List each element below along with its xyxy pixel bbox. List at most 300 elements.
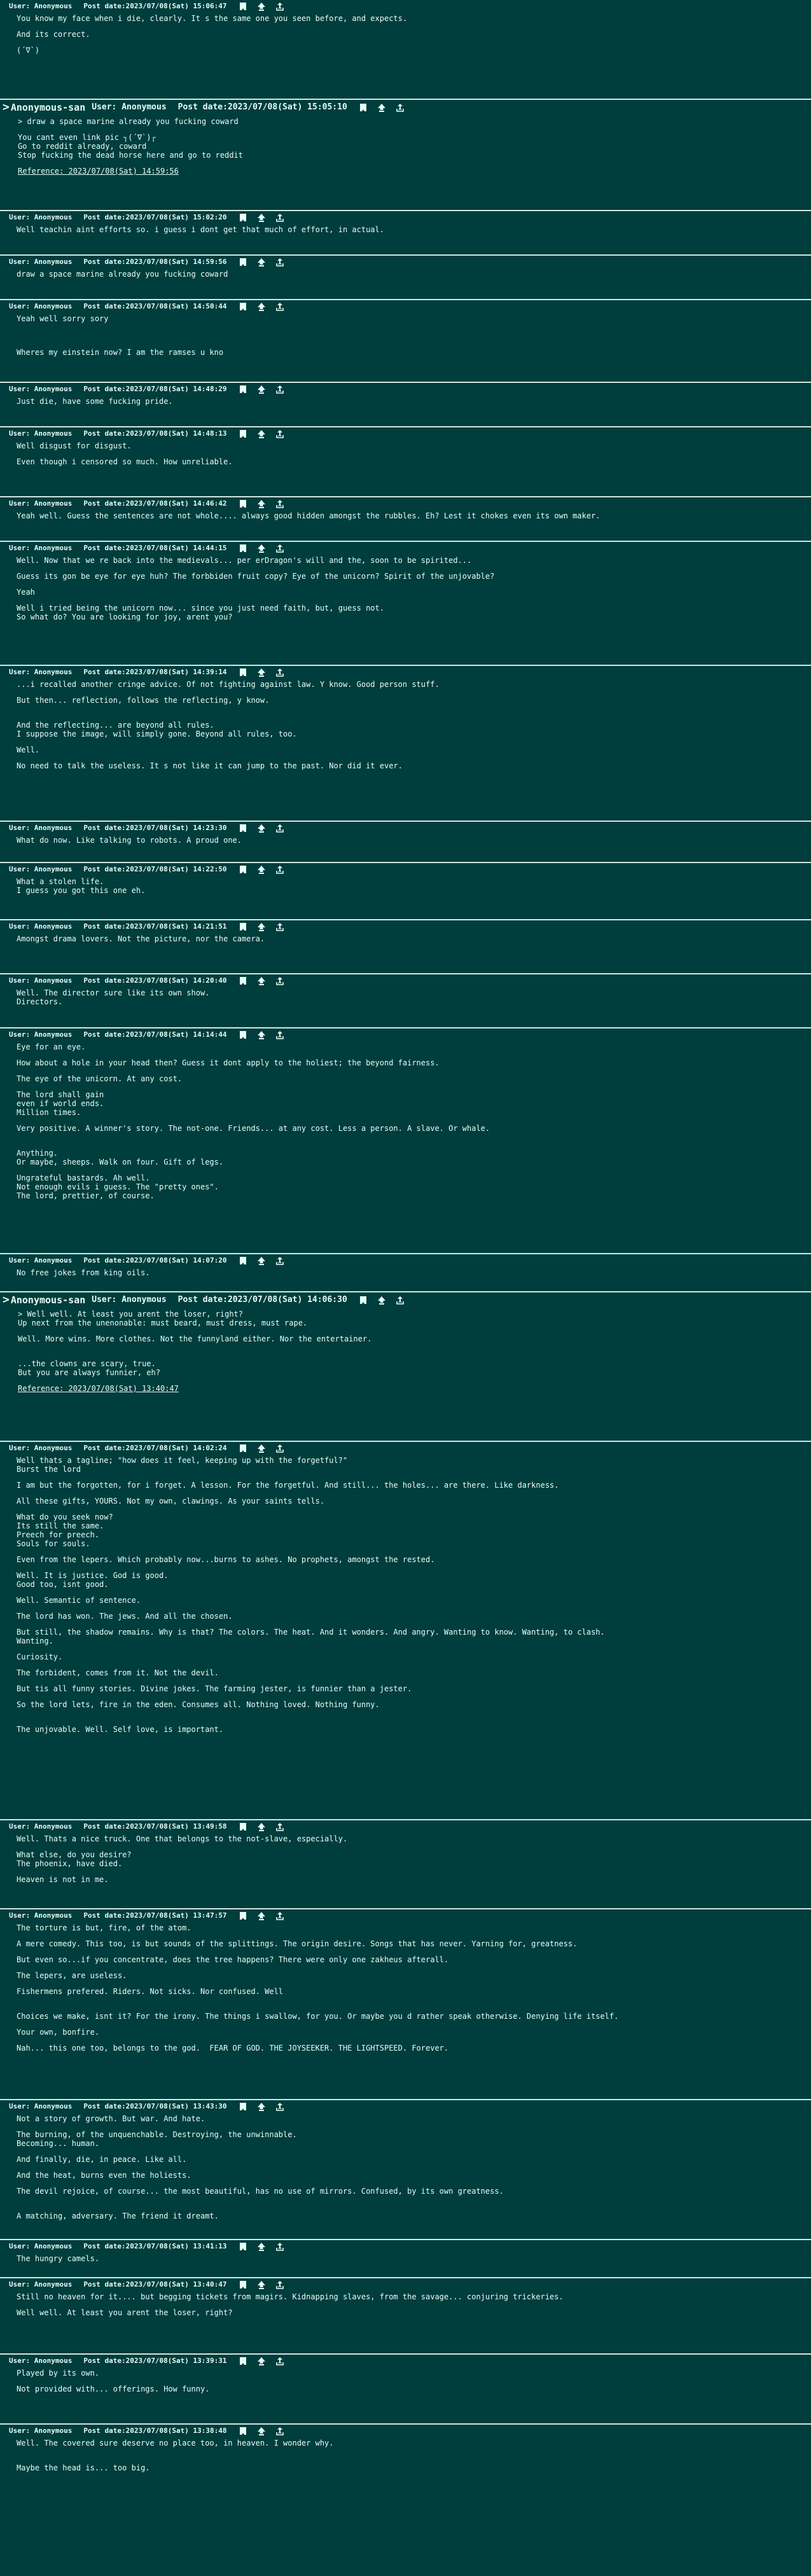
post-body bbox=[9, 311, 807, 357]
post-text: The lepers, are useless. bbox=[17, 1971, 127, 1980]
bookmark-icon[interactable] bbox=[239, 499, 247, 508]
post-body bbox=[9, 438, 807, 466]
post-date: 2023/07/08(Sat) 13:39:31 bbox=[125, 2357, 227, 2365]
post-header bbox=[9, 922, 807, 931]
post-actions bbox=[359, 103, 405, 112]
post-date: 2023/07/08(Sat) 14:48:13 bbox=[125, 429, 227, 438]
reply-post bbox=[0, 2423, 811, 2576]
reply-post bbox=[0, 1819, 811, 1908]
post-body bbox=[9, 2435, 807, 2472]
reply-post bbox=[0, 665, 811, 821]
post-actions bbox=[239, 976, 284, 985]
post-header bbox=[3, 101, 807, 114]
post-text: No need to talk the useless. It s not like it can jump to the past. Nor did it ever. bbox=[17, 761, 403, 770]
share-icon[interactable] bbox=[275, 258, 284, 267]
post-text: Well thats a tagline; "how does it feel, keeping up with the forgetful?" Burst the lord bbox=[17, 1456, 348, 1474]
post-text: Yeah bbox=[17, 588, 35, 597]
post-header bbox=[9, 864, 807, 874]
bookmark-icon[interactable] bbox=[239, 1911, 247, 1920]
post-text: Not provided with... offerings. How funny. bbox=[17, 2385, 210, 2393]
post-body bbox=[9, 931, 807, 943]
reply-post bbox=[0, 2239, 811, 2277]
bookmark-icon[interactable] bbox=[239, 1030, 247, 1039]
user-label: User: Anonymous bbox=[9, 2, 73, 10]
user-label: User: Anonymous bbox=[9, 668, 73, 676]
upload-icon[interactable] bbox=[257, 824, 266, 833]
share-icon[interactable] bbox=[275, 1444, 284, 1453]
user-label: User: Anonymous bbox=[9, 544, 73, 552]
post-date: 2023/07/08(Sat) 13:43:30 bbox=[125, 2102, 227, 2110]
post-header bbox=[9, 1, 807, 11]
post-text: The burning, of the unquenchable. Destroying, the unwinnable. Becoming... human. bbox=[17, 2130, 297, 2148]
share-icon[interactable] bbox=[275, 2357, 284, 2365]
upload-icon[interactable] bbox=[257, 865, 266, 874]
user-label: User: Anonymous bbox=[9, 1911, 73, 1920]
op-post bbox=[0, 1291, 811, 1441]
post-text: You know my face when i die, clearly. It s the same one you seen before, and expects. bbox=[17, 14, 408, 23]
user-label: User: Anonymous bbox=[9, 1256, 73, 1264]
share-icon[interactable] bbox=[275, 922, 284, 931]
share-icon[interactable] bbox=[275, 385, 284, 394]
share-icon[interactable] bbox=[275, 865, 284, 874]
post-body bbox=[9, 677, 807, 770]
share-icon[interactable] bbox=[275, 1822, 284, 1831]
post-text: Well. Now that we re back into the medievals... per erDragon's will and the, soon to be spirited... bbox=[17, 556, 472, 565]
post-date-label: Post date: bbox=[83, 2357, 126, 2365]
reply-post bbox=[0, 2277, 811, 2353]
post-actions bbox=[239, 865, 284, 874]
user-label: User: Anonymous bbox=[9, 213, 73, 221]
post-text: And the reflecting... are beyond all rules. I suppose the image, will simply gone. Beyond all rules, too. bbox=[17, 721, 297, 738]
post-text: Amongst drama lovers. Not the picture, nor the camera. bbox=[17, 934, 265, 943]
share-icon[interactable] bbox=[275, 1256, 284, 1265]
post-text: Nah... this one too, belongs to the god. FEAR OF GOD. THE JOYSEEKER. THE LIGHTSPEED. Forever. bbox=[17, 2044, 449, 2053]
post-text: What a stolen life. I guess you got this one eh. bbox=[17, 877, 146, 895]
post-header bbox=[9, 384, 807, 394]
upload-icon[interactable] bbox=[257, 1911, 266, 1920]
post-date: 2023/07/08(Sat) 14:23:30 bbox=[125, 824, 227, 832]
post-header bbox=[9, 301, 807, 311]
share-icon[interactable] bbox=[275, 1911, 284, 1920]
share-icon[interactable] bbox=[275, 824, 284, 833]
post-body bbox=[9, 2289, 807, 2317]
post-date-label: Post date: bbox=[83, 1256, 126, 1264]
post-text: Guess its gon be eye for eye huh? The forbbiden fruit copy? Eye of the unicorn? Spirit of the unjovable? bbox=[17, 572, 495, 581]
post-date-label: Post date: bbox=[83, 2242, 126, 2250]
post-date-label: Post date: bbox=[83, 824, 126, 832]
post-text: A matching, adversary. The friend it dreamt. bbox=[17, 2212, 219, 2220]
upload-icon[interactable] bbox=[257, 922, 266, 931]
bookmark-icon[interactable] bbox=[239, 976, 247, 985]
post-actions bbox=[239, 922, 284, 931]
user-label: User: Anonymous bbox=[9, 922, 73, 931]
post-date: 2023/07/08(Sat) 13:47:57 bbox=[125, 1911, 227, 1920]
post-text: Well. More wins. More clothes. Not the funnyland either. Nor the entertainer. bbox=[18, 1334, 372, 1343]
upload-icon[interactable] bbox=[257, 302, 266, 311]
post-header bbox=[3, 1294, 807, 1306]
upload-icon[interactable] bbox=[377, 1296, 386, 1305]
reply-post bbox=[0, 496, 811, 541]
post-text: Well. Thats a nice truck. One that belongs to the not-slave, especially. bbox=[17, 1834, 348, 1843]
bookmark-icon[interactable] bbox=[359, 103, 368, 112]
post-actions bbox=[239, 2357, 284, 2365]
post-text: Well. It is justice. God is good. Good too, isnt good. bbox=[17, 1571, 169, 1589]
bookmark-icon[interactable] bbox=[239, 668, 247, 677]
post-date-label: Post date: bbox=[83, 302, 126, 310]
post-text: Very positive. A winner's story. The not-one. Friends... at any cost. Less a person. A slave. Or whale. bbox=[17, 1124, 490, 1133]
user-label: User: Anonymous bbox=[9, 385, 73, 393]
user-label: User: Anonymous bbox=[9, 258, 73, 266]
user-label: User: Anonymous bbox=[9, 2357, 73, 2365]
post-body bbox=[9, 1453, 807, 1734]
share-icon[interactable] bbox=[275, 2427, 284, 2435]
upload-icon[interactable] bbox=[257, 976, 266, 985]
post-date: 2023/07/08(Sat) 13:41:13 bbox=[125, 2242, 227, 2250]
bookmark-icon[interactable] bbox=[239, 1822, 247, 1831]
post-text: Heaven is not in me. bbox=[17, 1875, 109, 1884]
post-text: Ungrateful bastards. Ah well. Not enough evils i guess. The "pretty ones". The lord, prettier, of course. bbox=[17, 1174, 219, 1200]
share-icon[interactable] bbox=[275, 544, 284, 553]
post-date: 2023/07/08(Sat) 13:49:58 bbox=[125, 1822, 227, 1831]
upload-icon[interactable] bbox=[257, 2102, 266, 2111]
post-actions bbox=[239, 824, 284, 833]
bookmark-icon[interactable] bbox=[239, 213, 247, 222]
post-date-label: Post date: bbox=[83, 2427, 126, 2435]
reply-post bbox=[0, 382, 811, 426]
post-body bbox=[3, 114, 807, 176]
reply-post bbox=[0, 1441, 811, 1819]
post-actions bbox=[239, 499, 284, 508]
post-body bbox=[9, 267, 807, 279]
post-text: The devil rejoice, of course... the most beautiful, has no use of mirrors. Confused, by its own greatness. bbox=[17, 2187, 504, 2196]
upload-icon[interactable] bbox=[257, 258, 266, 267]
upload-icon[interactable] bbox=[257, 499, 266, 508]
share-icon[interactable] bbox=[275, 2, 284, 11]
bookmark-icon[interactable] bbox=[239, 2357, 247, 2365]
post-header bbox=[9, 212, 807, 222]
post-text: The forbident, comes from it. Not the devil. bbox=[17, 1668, 219, 1677]
upload-icon[interactable] bbox=[257, 1030, 266, 1039]
bookmark-icon[interactable] bbox=[239, 258, 247, 267]
post-text: I am but the forgotten, for i forget. A lesson. For the forgetful. And still... the holes... are there. Like darkness. bbox=[17, 1481, 559, 1490]
post-actions bbox=[239, 429, 284, 438]
post-date-label: Post date: bbox=[83, 1911, 126, 1920]
post-text: Well. The covered sure deserve no place too, in heaven. I wonder why. bbox=[17, 2439, 334, 2448]
user-label: User: Anonymous bbox=[9, 1444, 73, 1452]
post-text: And finally, die, in peace. Like all. bbox=[17, 2155, 187, 2164]
post-actions bbox=[239, 2102, 284, 2111]
post-text: Curiosity. bbox=[17, 1652, 63, 1661]
reply-post bbox=[0, 973, 811, 1027]
bookmark-icon[interactable] bbox=[239, 2280, 247, 2289]
reference-link[interactable]: Reference: 2023/07/08(Sat) 14:59:56 bbox=[18, 167, 179, 176]
post-date: 2023/07/08(Sat) 14:44:15 bbox=[125, 544, 227, 552]
bookmark-icon[interactable] bbox=[239, 2102, 247, 2111]
post-body bbox=[9, 2251, 807, 2263]
post-date-label: Post date: bbox=[83, 2, 126, 10]
post-date-label: Post date: bbox=[177, 1295, 228, 1305]
post-actions bbox=[239, 213, 284, 222]
user-label: User: Anonymous bbox=[9, 1030, 73, 1039]
post-date: 2023/07/08(Sat) 14:14:44 bbox=[125, 1030, 227, 1039]
bookmark-icon[interactable] bbox=[239, 1256, 247, 1265]
post-date-label: Post date: bbox=[83, 1822, 126, 1831]
post-text: What else, do you desire? The phoenix, have died. bbox=[17, 1850, 132, 1868]
post-text: The unjovable. Well. Self love, is important. bbox=[17, 1725, 224, 1734]
post-text: The lord shall gain even if world ends. Million times. bbox=[17, 1090, 104, 1117]
bookmark-icon[interactable] bbox=[239, 429, 247, 438]
bookmark-icon[interactable] bbox=[239, 544, 247, 553]
post-date: 2023/07/08(Sat) 15:05:10 bbox=[227, 102, 347, 112]
share-icon[interactable] bbox=[396, 1296, 405, 1305]
bookmark-icon[interactable] bbox=[359, 1296, 368, 1305]
post-date: 2023/07/08(Sat) 14:21:51 bbox=[125, 922, 227, 931]
post-body bbox=[9, 2365, 807, 2393]
post-header bbox=[9, 429, 807, 438]
post-date-label: Post date: bbox=[83, 922, 126, 931]
user-label: User: Anonymous bbox=[9, 2102, 73, 2110]
post-date-label: Post date: bbox=[83, 1444, 126, 1452]
post-text: But tis all funny stories. Divine jokes. The farming jester, is funnier than a jester. bbox=[17, 1684, 412, 1693]
reply-post bbox=[0, 1253, 811, 1291]
post-header bbox=[9, 2102, 807, 2111]
post-body bbox=[9, 985, 807, 1006]
post-text: Not a story of growth. But war. And hate. bbox=[17, 2114, 205, 2123]
upload-icon[interactable] bbox=[257, 2427, 266, 2435]
post-text: Well teachin aint efforts so. i guess i dont get that much of effort, in actual. bbox=[17, 225, 384, 234]
post-actions bbox=[239, 2, 284, 11]
post-text: The hungry camels. bbox=[17, 2254, 100, 2263]
post-text: Even though i censored so much. How unreliable. bbox=[17, 457, 233, 466]
upload-icon[interactable] bbox=[257, 2242, 266, 2251]
reply-post bbox=[0, 2353, 811, 2423]
post-header bbox=[9, 1030, 807, 1039]
post-actions bbox=[239, 1911, 284, 1920]
share-icon[interactable] bbox=[275, 213, 284, 222]
post-date: 2023/07/08(Sat) 14:07:20 bbox=[125, 1256, 227, 1264]
post-actions bbox=[239, 2242, 284, 2251]
bookmark-icon[interactable] bbox=[239, 302, 247, 311]
post-text: Anything. Or maybe, sheeps. Walk on four. Gift of legs. bbox=[17, 1149, 224, 1167]
post-text: The eye of the unicorn. At any cost. bbox=[17, 1074, 183, 1083]
post-text: And its correct. bbox=[17, 30, 90, 39]
reply-post bbox=[0, 1908, 811, 2099]
upload-icon[interactable] bbox=[257, 213, 266, 222]
post-header bbox=[9, 1822, 807, 1831]
upload-icon[interactable] bbox=[257, 2280, 266, 2289]
upload-icon[interactable] bbox=[257, 1256, 266, 1265]
post-text: But then... reflection, follows the reflecting, y know. bbox=[17, 696, 270, 705]
upload-icon[interactable] bbox=[257, 2, 266, 11]
reply-post bbox=[0, 2099, 811, 2239]
post-header bbox=[9, 976, 807, 985]
reply-post bbox=[0, 0, 811, 99]
post-text: Yeah well sorry sory bbox=[17, 314, 109, 323]
post-text: The torture is but, fire, of the atom. bbox=[17, 1923, 191, 1932]
post-text: But even so...if you concentrate, does the tree happens? There were only one zakheus afterall. bbox=[17, 1955, 449, 1964]
post-actions bbox=[239, 544, 284, 553]
post-text: Wheres my einstein now? I am the ramses u kno bbox=[17, 348, 224, 357]
post-text: Eye for an eye. bbox=[17, 1042, 86, 1051]
post-actions bbox=[239, 2280, 284, 2289]
post-text: ...i recalled another cringe advice. Of not fighting against law. Y know. Good person stuff. bbox=[17, 680, 440, 689]
bookmark-icon[interactable] bbox=[239, 865, 247, 874]
post-date-label: Post date: bbox=[83, 385, 126, 393]
post-header bbox=[9, 2426, 807, 2435]
post-body bbox=[9, 553, 807, 621]
reply-post bbox=[0, 821, 811, 862]
share-icon[interactable] bbox=[275, 429, 284, 438]
post-header bbox=[9, 543, 807, 553]
reference-link[interactable]: Reference: 2023/07/08(Sat) 13:40:47 bbox=[18, 1384, 179, 1393]
upload-icon[interactable] bbox=[257, 385, 266, 394]
op-name[interactable]: Anonymous-san bbox=[10, 1294, 86, 1306]
post-text: ...the clowns are scary, true. But you are always funnier, eh? bbox=[18, 1359, 160, 1377]
post-body bbox=[3, 1306, 807, 1393]
bookmark-icon[interactable] bbox=[239, 385, 247, 394]
post-text: Well disgust for disgust. bbox=[17, 441, 132, 450]
user-label: User: Anonymous bbox=[9, 2427, 73, 2435]
post-actions bbox=[239, 385, 284, 394]
reply-post bbox=[0, 254, 811, 299]
post-date: 2023/07/08(Sat) 13:38:48 bbox=[125, 2427, 227, 2435]
post-text: Fishermens prefered. Riders. Not sicks. Nor confused. Well bbox=[17, 1987, 284, 1996]
user-label: User: Anonymous bbox=[9, 429, 73, 438]
post-date-label: Post date: bbox=[177, 102, 228, 112]
post-text: You cant even link pic ┐(´∇`)┌ Go to reddit already, coward Stop fucking the dead horse here and go to reddit bbox=[18, 133, 244, 160]
post-text: No free jokes from king oils. bbox=[17, 1268, 150, 1277]
post-body bbox=[9, 833, 807, 845]
post-body bbox=[9, 2111, 807, 2220]
post-body bbox=[9, 1831, 807, 1884]
post-text: Played by its own. bbox=[17, 2369, 100, 2378]
reply-post bbox=[0, 299, 811, 382]
op-marker: > bbox=[3, 1293, 10, 1306]
post-date: 2023/07/08(Sat) 14:20:40 bbox=[125, 976, 227, 985]
bookmark-icon[interactable] bbox=[239, 2242, 247, 2251]
post-actions bbox=[239, 2427, 284, 2435]
user-label: User: Anonymous bbox=[9, 824, 73, 832]
post-body bbox=[9, 508, 807, 520]
post-text: Maybe the head is... too big. bbox=[17, 2463, 150, 2472]
post-text: What do you seek now? Its still the same. Preech for preech. Souls for souls. bbox=[17, 1513, 113, 1548]
share-icon[interactable] bbox=[275, 499, 284, 508]
post-header bbox=[9, 257, 807, 267]
post-text: Well. Semantic of sentence. bbox=[17, 1596, 141, 1605]
post-text: Even from the lepers. Which probably now...burns to ashes. No prophets, amongst the rested. bbox=[17, 1555, 435, 1564]
post-date: 2023/07/08(Sat) 14:48:29 bbox=[125, 385, 227, 393]
reply-post bbox=[0, 862, 811, 919]
share-icon[interactable] bbox=[275, 668, 284, 677]
upload-icon[interactable] bbox=[257, 1444, 266, 1453]
share-icon[interactable] bbox=[275, 2102, 284, 2111]
share-icon[interactable] bbox=[275, 302, 284, 311]
post-text: Well. The director sure like its own show. Directors. bbox=[17, 988, 210, 1006]
upload-icon[interactable] bbox=[377, 103, 386, 112]
post-body bbox=[9, 874, 807, 895]
post-header bbox=[9, 2241, 807, 2251]
post-text: (´∇`) bbox=[17, 46, 40, 55]
reply-post bbox=[0, 919, 811, 973]
post-date-label: Post date: bbox=[83, 976, 126, 985]
post-body bbox=[9, 1265, 807, 1277]
user-label: User: Anonymous bbox=[9, 2242, 73, 2250]
share-icon[interactable] bbox=[275, 976, 284, 985]
upload-icon[interactable] bbox=[257, 2357, 266, 2365]
post-body bbox=[9, 222, 807, 234]
share-icon[interactable] bbox=[396, 103, 405, 112]
post-text: But still, the shadow remains. Why is that? The colors. The heat. And it wonders. And angry. Wanting to know. Wanting, to clash. Wanting. bbox=[17, 1628, 605, 1645]
post-body bbox=[9, 1920, 807, 2053]
share-icon[interactable] bbox=[275, 2242, 284, 2251]
upload-icon[interactable] bbox=[257, 668, 266, 677]
post-date: 2023/07/08(Sat) 14:39:14 bbox=[125, 668, 227, 676]
post-text: Yeah well. Guess the sentences are not whole.... always good hidden amongst the rubbles. Eh? Lest it chokes even its own maker. bbox=[17, 511, 600, 520]
user-label: User: Anonymous bbox=[92, 102, 167, 112]
bookmark-icon[interactable] bbox=[239, 922, 247, 931]
post-date-label: Post date: bbox=[83, 258, 126, 266]
post-date: 2023/07/08(Sat) 14:06:30 bbox=[227, 1295, 347, 1305]
post-date: 2023/07/08(Sat) 14:46:42 bbox=[125, 499, 227, 508]
reply-post bbox=[0, 541, 811, 665]
post-text: The lord has won. The jews. And all the chosen. bbox=[17, 1612, 233, 1621]
post-date-label: Post date: bbox=[83, 865, 126, 873]
bookmark-icon[interactable] bbox=[239, 2, 247, 11]
post-date-label: Post date: bbox=[83, 429, 126, 438]
post-body bbox=[9, 1039, 807, 1200]
bookmark-icon[interactable] bbox=[239, 824, 247, 833]
post-header bbox=[9, 823, 807, 833]
post-text: A mere comedy. This too, is but sounds of the splittings. The origin desire. Songs that has never. Yarning for, greatness. bbox=[17, 1939, 578, 1948]
post-date-label: Post date: bbox=[83, 2102, 126, 2110]
reply-post bbox=[0, 210, 811, 254]
bookmark-icon[interactable] bbox=[239, 2427, 247, 2435]
post-body bbox=[9, 11, 807, 55]
post-header bbox=[9, 2356, 807, 2365]
upload-icon[interactable] bbox=[257, 429, 266, 438]
post-date: 2023/07/08(Sat) 15:02:20 bbox=[125, 213, 227, 221]
post-date-label: Post date: bbox=[83, 499, 126, 508]
post-text: So the lord lets, fire in the eden. Consumes all. Nothing loved. Nothing funny. bbox=[17, 1700, 380, 1709]
post-date-label: Post date: bbox=[83, 1030, 126, 1039]
share-icon[interactable] bbox=[275, 1030, 284, 1039]
post-date-label: Post date: bbox=[83, 544, 126, 552]
user-label: User: Anonymous bbox=[9, 499, 73, 508]
share-icon[interactable] bbox=[275, 2280, 284, 2289]
op-marker: > bbox=[3, 100, 10, 114]
bookmark-icon[interactable] bbox=[239, 1444, 247, 1453]
post-date: 2023/07/08(Sat) 14:50:44 bbox=[125, 302, 227, 310]
upload-icon[interactable] bbox=[257, 1822, 266, 1831]
post-header bbox=[9, 1256, 807, 1265]
post-text: Well. bbox=[17, 745, 40, 754]
post-actions bbox=[239, 1030, 284, 1039]
reply-post bbox=[0, 1027, 811, 1253]
post-text: > Well well. At least you arent the loser, right? Up next from the unenonable: must beard, must dress, must rape. bbox=[18, 1310, 308, 1327]
post-date: 2023/07/08(Sat) 14:22:50 bbox=[125, 865, 227, 873]
post-date-label: Post date: bbox=[83, 213, 126, 221]
post-text: Still no heaven for it.... but begging tickets from magirs. Kidnapping slaves, from the savage... conjuring trickeries. bbox=[17, 2292, 564, 2301]
upload-icon[interactable] bbox=[257, 544, 266, 553]
post-text: And the heat, burns even the holiests. bbox=[17, 2171, 191, 2180]
user-label: User: Anonymous bbox=[9, 976, 73, 985]
post-actions bbox=[239, 258, 284, 267]
post-text: Well i tried being the unicorn now... since you just need faith, but, guess not. So what do? You are looking for joy, arent you? bbox=[17, 604, 384, 621]
post-date: 2023/07/08(Sat) 15:06:47 bbox=[125, 2, 227, 10]
reply-post bbox=[0, 426, 811, 496]
op-name[interactable]: Anonymous-san bbox=[10, 102, 86, 113]
post-actions bbox=[359, 1296, 405, 1305]
